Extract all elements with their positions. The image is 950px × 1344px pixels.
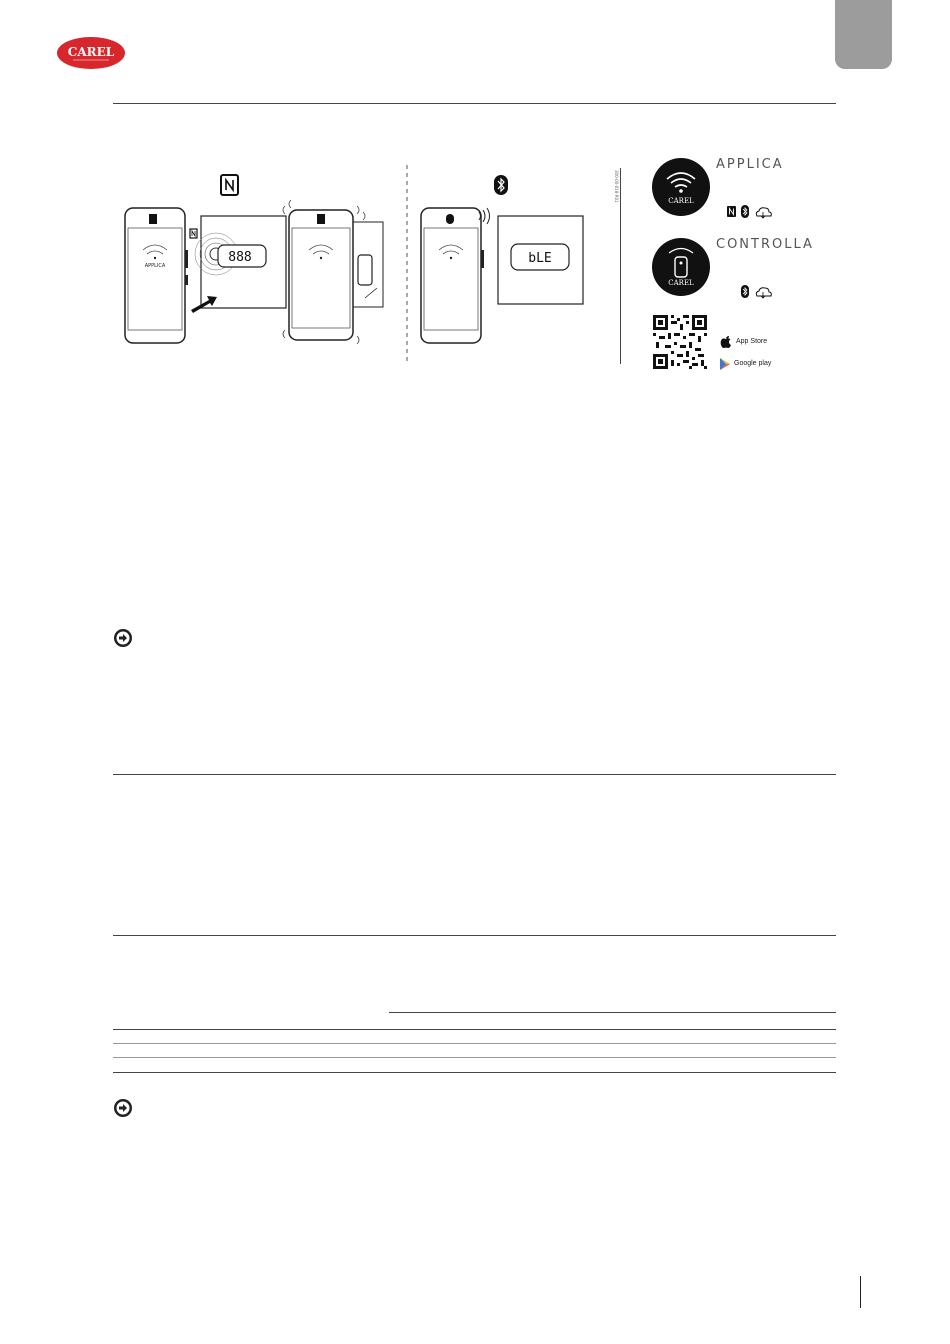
google-play-label: Google play: [734, 360, 772, 367]
display-ble: bLE: [528, 251, 552, 266]
figure-code: 300-00-018-R01: [614, 170, 619, 203]
note-arrow-icon: [113, 628, 133, 648]
google-play-icon: [720, 358, 731, 370]
phone-app-label: APPLICA: [144, 263, 166, 269]
controlla-badge-label: CAREL: [668, 279, 694, 287]
table-row-divider: [113, 1057, 836, 1058]
controller-panel-2: [498, 216, 583, 304]
nfc-icon: [727, 206, 736, 217]
table-bottom-rule: [113, 1072, 836, 1073]
note-arrow-icon: [113, 1098, 133, 1118]
controller-panel-1: [195, 216, 286, 308]
brand-name: CAREL: [67, 45, 115, 59]
display-digits: 888: [228, 250, 252, 265]
controlla-badge: [651, 237, 711, 297]
table-header-subrule: [389, 1012, 836, 1013]
cloud-icon: [756, 208, 771, 218]
applica-capabilities: [726, 205, 772, 219]
app-store-link[interactable]: [720, 335, 790, 349]
apple-icon: [720, 335, 732, 349]
nfc-bluetooth-figure: [113, 150, 623, 370]
phone-3: [421, 208, 490, 343]
applica-badge: [651, 157, 711, 217]
qr-code[interactable]: [653, 315, 707, 369]
nfc-icon: [221, 175, 238, 195]
bluetooth-icon: [494, 175, 508, 195]
section-rule: [113, 774, 836, 775]
bluetooth-icon: [741, 285, 749, 298]
applica-app-name: APPLICA: [716, 157, 784, 172]
controlla-capabilities: [740, 285, 772, 299]
chapter-tab: [835, 0, 892, 69]
applica-badge-label: CAREL: [668, 197, 694, 205]
phone-2: [283, 200, 383, 344]
table-top-rule: [113, 935, 836, 936]
app-panel-separator: [620, 168, 621, 364]
carel-logo: [56, 36, 126, 70]
table-row-divider: [113, 1043, 836, 1044]
header-rule: [113, 103, 836, 104]
table-header-rule: [113, 1029, 836, 1030]
page-number-bar: [860, 1276, 861, 1308]
cloud-icon: [756, 288, 771, 298]
controlla-app-name: CONTROLLA: [716, 237, 814, 252]
bluetooth-icon: [741, 205, 749, 218]
google-play-link[interactable]: [720, 357, 790, 371]
phone-1: [125, 208, 188, 343]
app-store-label: App Store: [736, 338, 768, 345]
